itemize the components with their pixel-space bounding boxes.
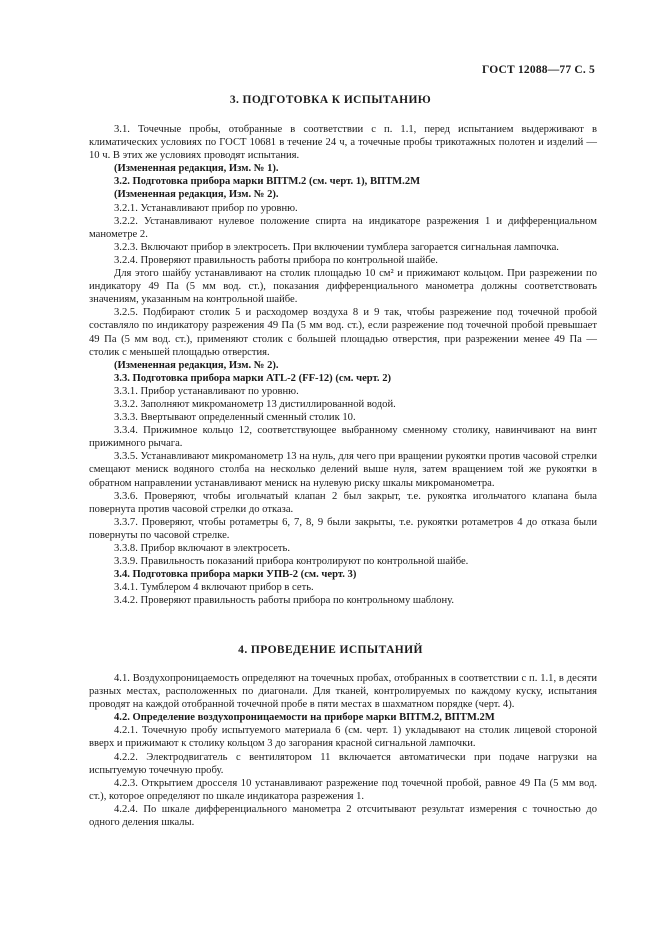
subsection-3-4-heading: 3.4. Подготовка прибора марки УПВ-2 (см. черт. 3) bbox=[114, 569, 357, 581]
page-header: ГОСТ 12088—77 С. 5 bbox=[482, 64, 595, 76]
paragraph-3-2-5: 3.2.5. Подбирают столик 5 и расходомер воздуха 8 и 9 так, чтобы разрежение под точечной пробой составляло по индикатору разрежения 49 Па (5 мм вод. ст.), если разрежение под точечной пробой превышает 49 Па (5 мм вод. ст.), применяют столик с большей площадью отверстия, при разрежении менее 49 Па — столик с меньшей площадью отверстия. bbox=[89, 307, 597, 358]
paragraph-3-3-8: 3.3.8. Прибор включают в электросеть. bbox=[114, 543, 291, 554]
paragraph-3-3-5: 3.3.5. Устанавливают микроманометр 13 на нуль, для чего при вращении рукоятки против часовой стрелки смещают мениск водяного столба на несколько делений выше нуля, затем вращением той же рукоятки в обратном направлении устанавливают мениск на нулевую риску шкалы микроманометра. bbox=[89, 451, 597, 489]
section-3-title: 3. ПОДГОТОВКА К ИСПЫТАНИЮ bbox=[229, 94, 432, 106]
paragraph-4-2-3: 4.2.3. Открытием дросселя 10 устанавливают разрежение под точечной пробой, равное 49 Па (5 мм вод. ст.), которое определяют по шкале индикатора разрежения 1. bbox=[89, 777, 597, 802]
paragraph-4-1: 4.1. Воздухопроницаемость определяют на точечных пробах, отобранных в соответствии с п. 1.1, в десяти разных местах, расположенных по диагонали. Для тканей, контролируемых по каждому куску, испытания проводят на каждой отобранной точечной пробе в пяти местах в шахматном порядке (черт. 4). bbox=[89, 673, 597, 711]
paragraph-3-2-2: 3.2.2. Устанавливают нулевое положение спирта на индикаторе разрежения 1 и дифференциальном манометре 2. bbox=[89, 215, 597, 240]
amendment-note: (Измененная редакция, Изм. № 1). bbox=[114, 163, 279, 175]
paragraph-3-4-1: 3.4.1. Тумблером 4 включают прибор в сеть. bbox=[114, 582, 314, 594]
section-4-body bbox=[89, 672, 597, 829]
paragraph-4-2-2: 4.2.2. Электродвигатель с вентилятором 11 включается автоматически при подаче нагрузки на испытуемую точечную пробу. bbox=[89, 751, 597, 776]
paragraph-3-1: 3.1. Точечные пробы, отобранные в соответствии с п. 1.1, перед испытанием выдерживают в климатических условиях по ГОСТ 10681 в течение 24 ч, а точечные пробы трикотажных полотен и изделий — 10 ч. В этих же условиях проводят испытания. bbox=[89, 124, 597, 162]
paragraph-3-3-6: 3.3.6. Проверяют, чтобы игольчатый клапан 2 был закрыт, т.е. рукоятка игольчатого клапана была повернута против часовой стрелки до отказа. bbox=[89, 490, 597, 515]
paragraph-4-2-1: 4.2.1. Точечную пробу испытуемого материала 6 (см. черт. 1) укладывают на столик лицевой стороной вверх и прижимают к столику кольцом 3 до загорания красной сигнальной лампочки. bbox=[89, 725, 597, 750]
paragraph-3-3-9: 3.3.9. Правильность показаний прибора контролируют по контрольной шайбе. bbox=[114, 556, 469, 568]
paragraph-3-2-4: 3.2.4. Проверяют правильность работы прибора по контрольной шайбе. bbox=[114, 254, 438, 266]
subsection-3-3-heading: 3.3. Подготовка прибора марки ATL-2 (FF-12) (см. черт. 2) bbox=[114, 372, 392, 384]
paragraph-3-3-3: 3.3.3. Ввертывают определенный сменный столик 10. bbox=[114, 412, 356, 424]
paragraph-3-2-4-detail: Для этого шайбу устанавливают на столик площадью 10 см² и прижимают кольцом. При разрежении по индикатору 49 Па (5 мм вод. ст.), показания дифференциального манометра должны соответствовать значениям, указанным на контрольной шайбе. bbox=[89, 268, 597, 306]
section-4-title: 4. ПРОВЕДЕНИЕ ИСПЫТАНИЙ bbox=[238, 644, 423, 656]
subsection-3-2-heading: 3.2. Подготовка прибора марки ВПТМ.2 (см. черт. 1), ВПТМ.2М bbox=[114, 176, 421, 188]
paragraph-3-2-3: 3.2.3. Включают прибор в электросеть. При включении тумблера загорается сигнальная лампочка. bbox=[114, 241, 559, 253]
section-3-body bbox=[89, 123, 597, 607]
paragraph-3-3-4: 3.3.4. Прижимное кольцо 12, соответствующее выбранному сменному столику, навинчивают на винт прижимного рычага. bbox=[89, 425, 597, 450]
amendment-note: (Измененная редакция, Изм. № 2). bbox=[114, 359, 279, 371]
paragraph-3-2-1: 3.2.1. Устанавливают прибор по уровню. bbox=[114, 202, 298, 214]
amendment-note: (Измененная редакция, Изм. № 2). bbox=[114, 189, 279, 201]
paragraph-3-3-1: 3.3.1. Прибор устанавливают по уровню. bbox=[114, 385, 299, 397]
paragraph-4-2-4: 4.2.4. По шкале дифференциального манометра 2 отсчитывают результат измерения с точностью до одного деления шкалы. bbox=[89, 803, 597, 829]
paragraph-3-3-2: 3.3.2. Заполняют микроманометр 13 дистиллированной водой. bbox=[114, 398, 396, 410]
paragraph-3-4-2: 3.4.2. Проверяют правильность работы прибора по контрольному шаблону. bbox=[114, 595, 455, 607]
subsection-4-2-heading: 4.2. Определение воздухопроницаемости на приборе марки ВПТМ.2, ВПТМ.2М bbox=[114, 712, 495, 724]
paragraph-3-3-7: 3.3.7. Проверяют, чтобы ротаметры 6, 7, 8, 9 были закрыты, т.е. рукоятки ротаметров 4 до отказа были повернуты по часовой стрелке. bbox=[89, 516, 597, 541]
